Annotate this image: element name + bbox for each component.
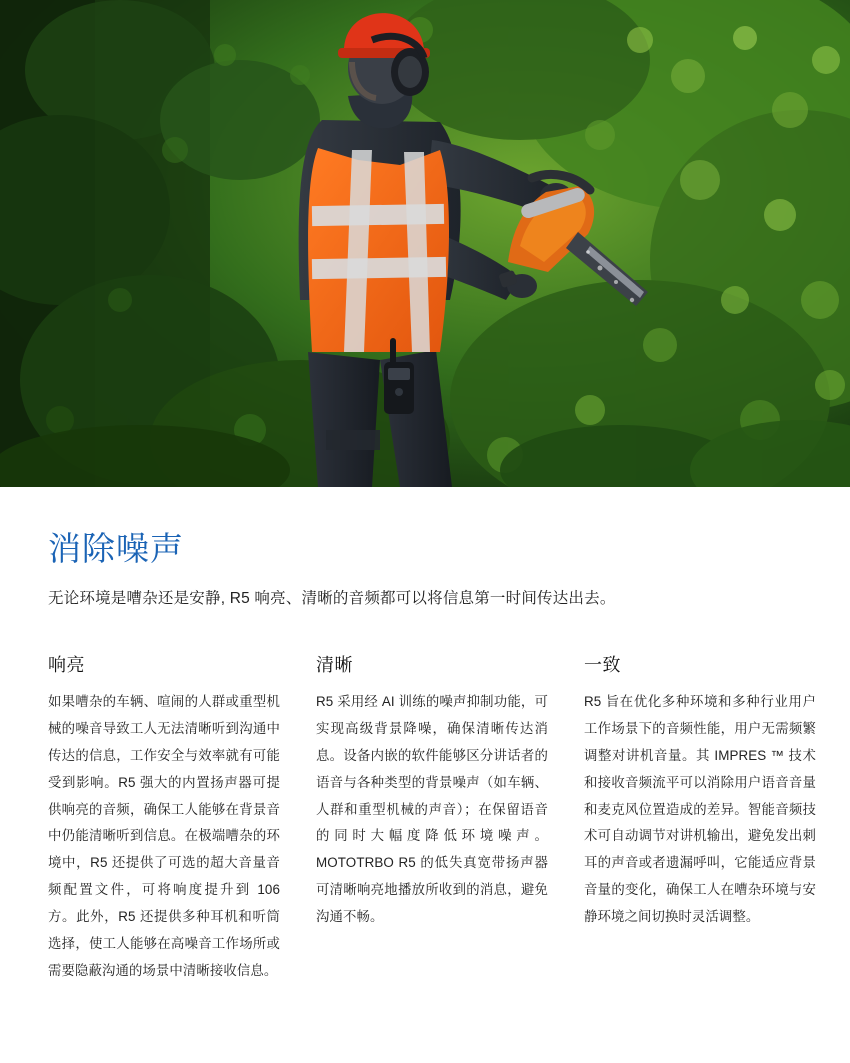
- column-title: 清晰: [316, 655, 353, 676]
- subheadline: 无论环境是嘈杂还是安静, R5 响亮、清晰的音频都可以将信息第一时间传达出去。: [48, 589, 616, 607]
- column-body: R5 采用经 AI 训练的噪声抑制功能，可实现高级背景降噪，确保清晰传达消息。设备内嵌的软件能够区分讲话者的语音与各种类型的背景噪声（如车辆、人群和重型机械的声音）；在保留语音的同时大幅度降低环境噪声。MOTOTRBO R5 的低失真宽带扬声器可清晰响亮地播放所收到的消息，避免沟通不畅。: [316, 694, 548, 924]
- column-title: 响亮: [48, 655, 85, 676]
- feature-columns: [48, 651, 816, 984]
- column-title: 一致: [584, 655, 621, 676]
- column-body: 如果嘈杂的车辆、喧闹的人群或重型机械的噪音导致工人无法清晰听到沟通中传达的信息，工作安全与效率就有可能受到影响。R5 强大的内置扬声器可提供响亮的音频，确保工人能够在背景音中仍能清晰听到信息。在极端嘈杂的环境中，R5 还提供了可选的超大音量音频配置文件，可将响度提升到 106 方。此外，R5 还提供多种耳机和听筒选择，使工人能够在高噪音工作场所或需要隐蔽沟通的场景中清晰接收信息。: [48, 694, 280, 978]
- feature-column-consistent: [584, 651, 816, 984]
- hero-image: [0, 0, 850, 487]
- feature-column-clear: [316, 651, 548, 984]
- column-body: R5 旨在优化多种环境和多种行业用户工作场景下的音频性能，用户无需频繁调整对讲机音量。其 IMPRES ™ 技术和接收音频流平可以消除用户语音音量和麦克风位置造成的差异。智能音频技术可自动调节对讲机输出，避免发出刺耳的声音或者遗漏呼叫，它能适应背景音量的变化，确保工人在嘈杂环境与安静环境之间切换时灵活调整。: [584, 694, 816, 924]
- hero-illustration: [0, 0, 850, 487]
- article-body: [0, 487, 850, 984]
- feature-column-loud: [48, 651, 280, 984]
- page-title: 消除噪声: [48, 530, 184, 567]
